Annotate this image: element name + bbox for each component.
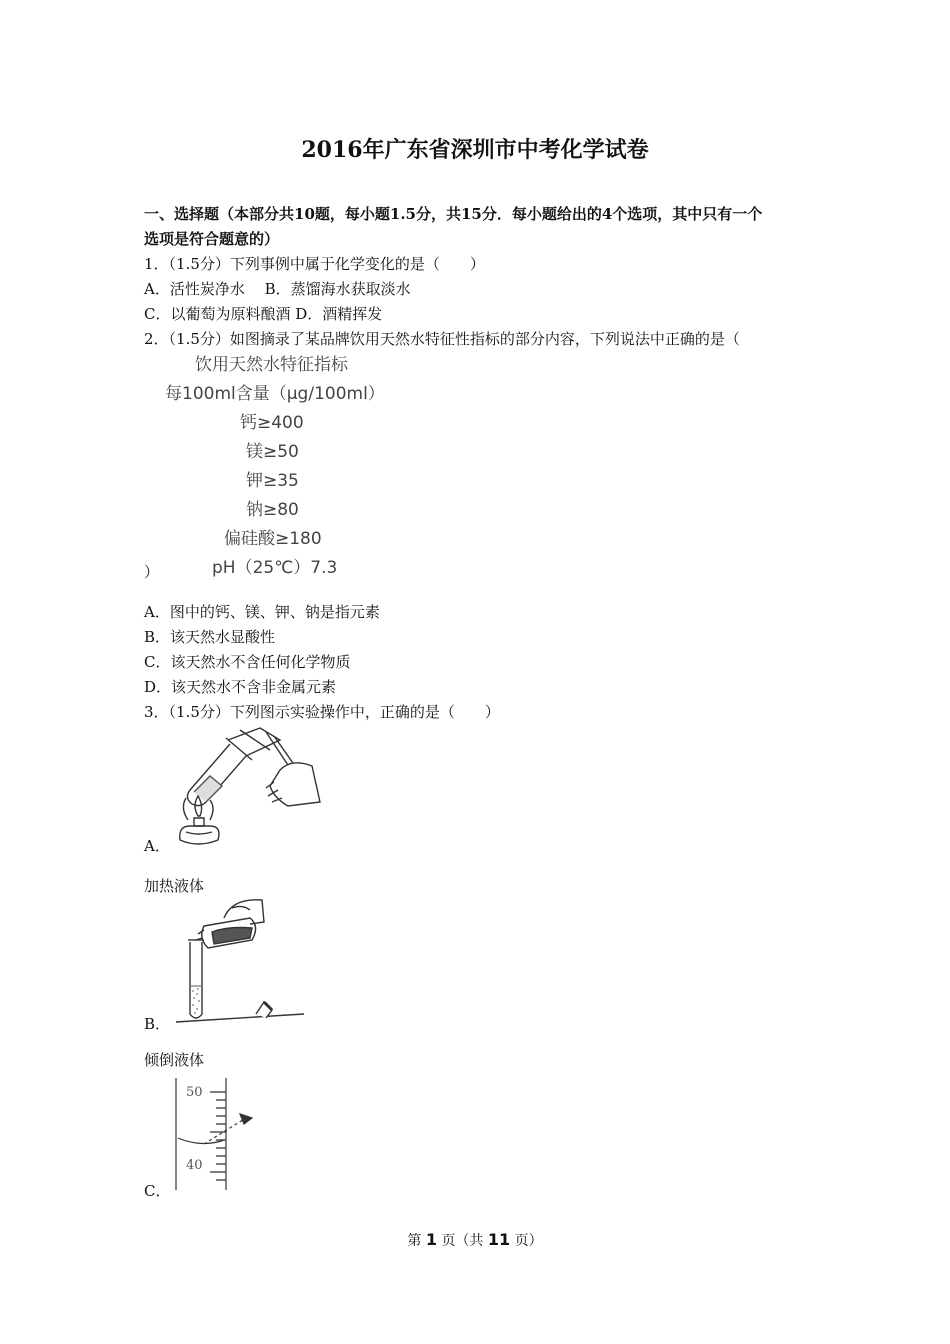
footer-prefix: 第 bbox=[407, 1233, 422, 1249]
q2-option-b: B．该天然水显酸性 bbox=[144, 628, 276, 646]
cylinder-mark-40: 40 bbox=[186, 1158, 203, 1173]
q2-stem-end: ） bbox=[144, 563, 160, 581]
pouring-liquid-figure bbox=[168, 896, 308, 1028]
footer-suffix: 页） bbox=[514, 1233, 543, 1249]
graduated-cylinder-figure bbox=[174, 1078, 274, 1193]
page-footer bbox=[0, 1230, 950, 1250]
figure-row-sodium: 钠≥80 bbox=[246, 500, 299, 520]
figure-row-potassium: 钾≥35 bbox=[246, 471, 299, 491]
figure-unit: 每100ml含量（μg/100ml） bbox=[165, 384, 385, 404]
q3-option-b-caption: 倾倒液体 bbox=[144, 1051, 205, 1069]
figure-row-metasilicic-acid: 偏硅酸≥180 bbox=[224, 529, 322, 549]
heating-liquid-figure bbox=[170, 722, 330, 852]
footer-total-pages: 11 bbox=[487, 1230, 511, 1249]
cylinder-mark-50: 50 bbox=[186, 1085, 203, 1100]
q3-stem: 3．（1.5分）下列图示实验操作中，正确的是（ ） bbox=[144, 703, 500, 721]
figure-row-ph: pH（25℃）7.3 bbox=[212, 558, 338, 578]
section-heading-line1: 一、选择题（本部分共10题，每小题1.5分，共15分．每小题给出的4个选项，其中只有一个 bbox=[144, 205, 763, 223]
q2-option-d: D．该天然水不含非金属元素 bbox=[144, 678, 337, 696]
q2-option-a: A．图中的钙、镁、钾、钠是指元素 bbox=[144, 603, 380, 621]
figure-row-magnesium: 镁≥50 bbox=[246, 442, 299, 462]
q3-option-b-letter: B． bbox=[144, 1015, 171, 1033]
figure-title: 饮用天然水特征指标 bbox=[195, 355, 348, 375]
q3-option-a-caption: 加热液体 bbox=[144, 877, 205, 895]
q2-stem: 2．（1.5分）如图摘录了某品牌饮用天然水特征性指标的部分内容，下列说法中正确的是（ bbox=[144, 330, 740, 348]
q3-option-c-letter: C． bbox=[144, 1182, 171, 1200]
q1-stem: 1．（1.5分）下列事例中属于化学变化的是（ ） bbox=[144, 255, 485, 273]
water-indicator-figure bbox=[160, 350, 400, 585]
footer-page-number: 1 bbox=[425, 1230, 437, 1249]
section-heading-line2: 选项是符合题意的） bbox=[144, 230, 280, 248]
q2-option-c: C．该天然水不含任何化学物质 bbox=[144, 653, 351, 671]
figure-row-calcium: 钙≥400 bbox=[240, 413, 304, 433]
q3-option-a-letter: A． bbox=[144, 837, 170, 855]
footer-middle: 页（共 bbox=[441, 1233, 484, 1249]
page-title: 2016年广东省深圳市中考化学试卷 bbox=[301, 137, 649, 163]
q1-options-cd: C．以葡萄为原料酿酒 D．酒精挥发 bbox=[144, 305, 383, 323]
q1-options-ab: A．活性炭净水 B．蒸馏海水获取淡水 bbox=[144, 280, 411, 298]
